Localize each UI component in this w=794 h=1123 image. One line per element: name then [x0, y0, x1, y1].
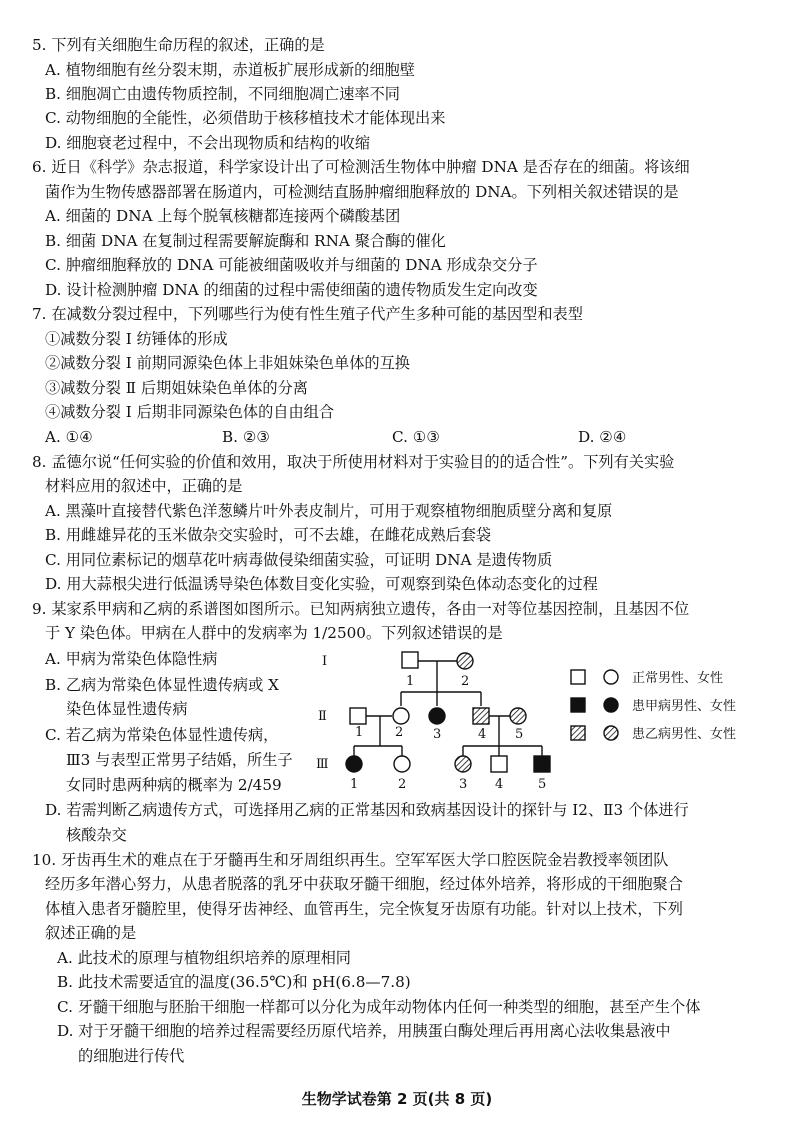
q5-option-d: D. 细胞衰老过程中，不会出现物质和结构的收缩	[45, 134, 371, 152]
q8-option-d: D. 用大蒜根尖进行低温诱导染色体数目变化实验，可观察到染色体动态变化的过程	[45, 575, 598, 593]
individual-II5	[510, 708, 526, 724]
q7-option-c: C. ①③	[392, 428, 440, 446]
q10-stem-line1: 10. 牙齿再生术的难点在于牙髓再生和牙周组织再生。空军军医大学口腔医院金岩教授率领团队	[32, 851, 669, 869]
q9-option-b-line1: B. 乙病为常染色体显性遗传病或 X	[45, 676, 279, 694]
q8-option-a: A. 黑藻叶直接替代紫色洋葱鳞片叶外表皮制片，可用于观察植物细胞质壁分离和复原	[45, 502, 613, 520]
q9-option-c-line3: 女同时患两种病的概率为 2/459	[66, 776, 282, 794]
individual-II2	[393, 708, 409, 724]
individual-III5	[534, 756, 550, 772]
q10-stem-line4: 叙述正确的是	[45, 924, 137, 942]
q9-option-c-line2: Ⅲ3 与表型正常男子结婚，所生子	[66, 751, 293, 769]
q8-option-c: C. 用同位素标记的烟草花叶病毒做侵染细菌实验，可证明 DNA 是遗传物质	[45, 551, 553, 569]
individual-II3	[429, 708, 445, 724]
q8-stem-line1: 8. 孟德尔说“任何实验的价值和效用，取决于所使用材料对于实验目的的适合性”。下列有关实验	[32, 453, 675, 471]
label-III5: 5	[538, 777, 547, 792]
q9-option-c-line1: C. 若乙病为常染色体显性遗传病，	[45, 726, 279, 744]
q9-option-b-line2: 染色体显性遗传病	[66, 700, 188, 718]
q7-item-1: ①减数分裂 Ⅰ 纺锤体的形成	[45, 330, 228, 348]
q7-stem: 7. 在减数分裂过程中，下列哪些行为使有性生殖子代产生多种可能的基因型和表型	[32, 305, 583, 323]
label-II5: 5	[515, 727, 524, 742]
q6-option-a: A. 细菌的 DNA 上每个脱氧核糖都连接两个磷酸基团	[45, 207, 401, 225]
q6-stem-line1: 6. 近日《科学》杂志报道，科学家设计出了可检测活生物体中肿瘤 DNA 是否存在的细菌。将该细	[32, 158, 690, 176]
q6-stem-line2: 菌作为生物传感器部署在肠道内，可检测结直肠肿瘤细胞释放的 DNA。下列相关叙述错误的是	[45, 183, 679, 201]
q6-option-c: C. 肿瘤细胞释放的 DNA 可能被细菌吸收并与细菌的 DNA 形成杂交分子	[45, 256, 538, 274]
legend-jia-male-symbol	[571, 698, 585, 712]
q7-item-2: ②减数分裂 Ⅰ 前期同源染色体上非姐妹染色单体的互换	[45, 354, 410, 372]
legend-jia-label: 患甲病男性、女性	[632, 699, 737, 714]
q5-option-c: C. 动物细胞的全能性，必须借助于核移植技术才能体现出来	[45, 109, 446, 127]
q8-stem-line2: 材料应用的叙述中，正确的是	[45, 477, 243, 495]
q10-option-a: A. 此技术的原理与植物组织培养的原理相同	[57, 949, 351, 967]
label-I2: 2	[461, 674, 470, 689]
q10-option-d-line1: D. 对于牙髓干细胞的培养过程需要经历原代培养，用胰蛋白酶处理后再用离心法收集悬液中	[57, 1022, 671, 1040]
label-II2: 2	[395, 725, 404, 740]
q6-option-d: D. 设计检测肿瘤 DNA 的细菌的过程中需使细菌的遗传物质发生定向改变	[45, 281, 538, 299]
label-III1: 1	[350, 777, 359, 792]
generation-label-I: Ⅰ	[322, 654, 328, 669]
individual-III2	[394, 756, 410, 772]
q9-option-d-line1: D. 若需判断乙病遗传方式，可选择用乙病的正常基因和致病基因设计的探针与 Ⅰ2、Ⅱ3 个体进行	[45, 801, 689, 819]
individual-I1	[402, 652, 418, 668]
q7-item-4: ④减数分裂 Ⅰ 后期非同源染色体的自由组合	[45, 403, 335, 421]
q10-stem-line3: 体植入患者牙髓腔里，使得牙齿神经、血管再生，完全恢复牙齿原有功能。针对以上技术，下列	[45, 900, 683, 918]
legend-yi-label: 患乙病男性、女性	[632, 727, 737, 742]
legend-yi-female-symbol	[604, 726, 618, 740]
generation-label-III: Ⅲ	[316, 757, 329, 772]
q9-option-d-line2: 核酸杂交	[66, 826, 127, 844]
page-footer: 生物学试卷第 2 页(共 8 页)	[301, 1090, 493, 1108]
label-II4: 4	[478, 727, 487, 742]
label-III2: 2	[398, 777, 407, 792]
individual-III3	[455, 756, 471, 772]
q6-option-b: B. 细菌 DNA 在复制过程需要解旋酶和 RNA 聚合酶的催化	[45, 232, 446, 250]
q9-option-a: A. 甲病为常染色体隐性病	[45, 650, 218, 668]
q7-item-3: ③减数分裂 Ⅱ 后期姐妹染色单体的分离	[45, 379, 308, 397]
individual-II4	[473, 708, 489, 724]
individual-III1	[346, 756, 362, 772]
generation-label-II: Ⅱ	[318, 709, 327, 724]
label-II3: 3	[433, 727, 442, 742]
q7-option-b: B. ②③	[222, 428, 271, 446]
individual-I2	[457, 653, 473, 669]
q5-option-b: B. 细胞凋亡由遗传物质控制，不同细胞凋亡速率不同	[45, 85, 400, 103]
q8-option-b: B. 用雌雄异花的玉米做杂交实验时，可不去雄，在雌花成熟后套袋	[45, 526, 492, 544]
q7-option-a: A. ①④	[45, 428, 93, 446]
label-III3: 3	[459, 777, 468, 792]
legend-yi-male-symbol	[571, 726, 585, 740]
q10-option-d-line2: 的细胞进行传代	[78, 1047, 185, 1065]
label-III4: 4	[495, 777, 504, 792]
q10-option-c: C. 牙髓干细胞与胚胎干细胞一样都可以分化为成年动物体内任何一种类型的细胞，甚至产生个体	[57, 998, 701, 1016]
q9-stem-line1: 9. 某家系甲病和乙病的系谱图如图所示。已知两病独立遗传，各由一对等位基因控制，且基因不位	[32, 600, 690, 618]
individual-II1	[350, 708, 366, 724]
q5-option-a: A. 植物细胞有丝分裂末期，赤道板扩展形成新的细胞壁	[45, 61, 415, 79]
q5-stem: 5. 下列有关细胞生命历程的叙述，正确的是	[32, 36, 325, 54]
q10-option-b: B. 此技术需要适宜的温度(36.5℃)和 pH(6.8—7.8)	[57, 973, 411, 991]
q9-stem-line2: 于 Y 染色体。甲病在人群中的发病率为 1/2500。下列叙述错误的是	[45, 624, 503, 642]
label-I1: 1	[406, 674, 415, 689]
label-II1: 1	[355, 725, 364, 740]
individual-III4	[491, 756, 507, 772]
legend-jia-female-symbol	[604, 698, 618, 712]
q10-stem-line2: 经历多年潜心努力，从患者脱落的乳牙中获取牙髓干细胞，经过体外培养，将形成的干细胞聚合	[45, 875, 683, 893]
legend-normal-male-symbol	[571, 670, 585, 684]
legend-normal-female-symbol	[604, 670, 618, 684]
legend-normal-label: 正常男性、女性	[632, 671, 724, 686]
q7-option-d: D. ②④	[578, 428, 627, 446]
